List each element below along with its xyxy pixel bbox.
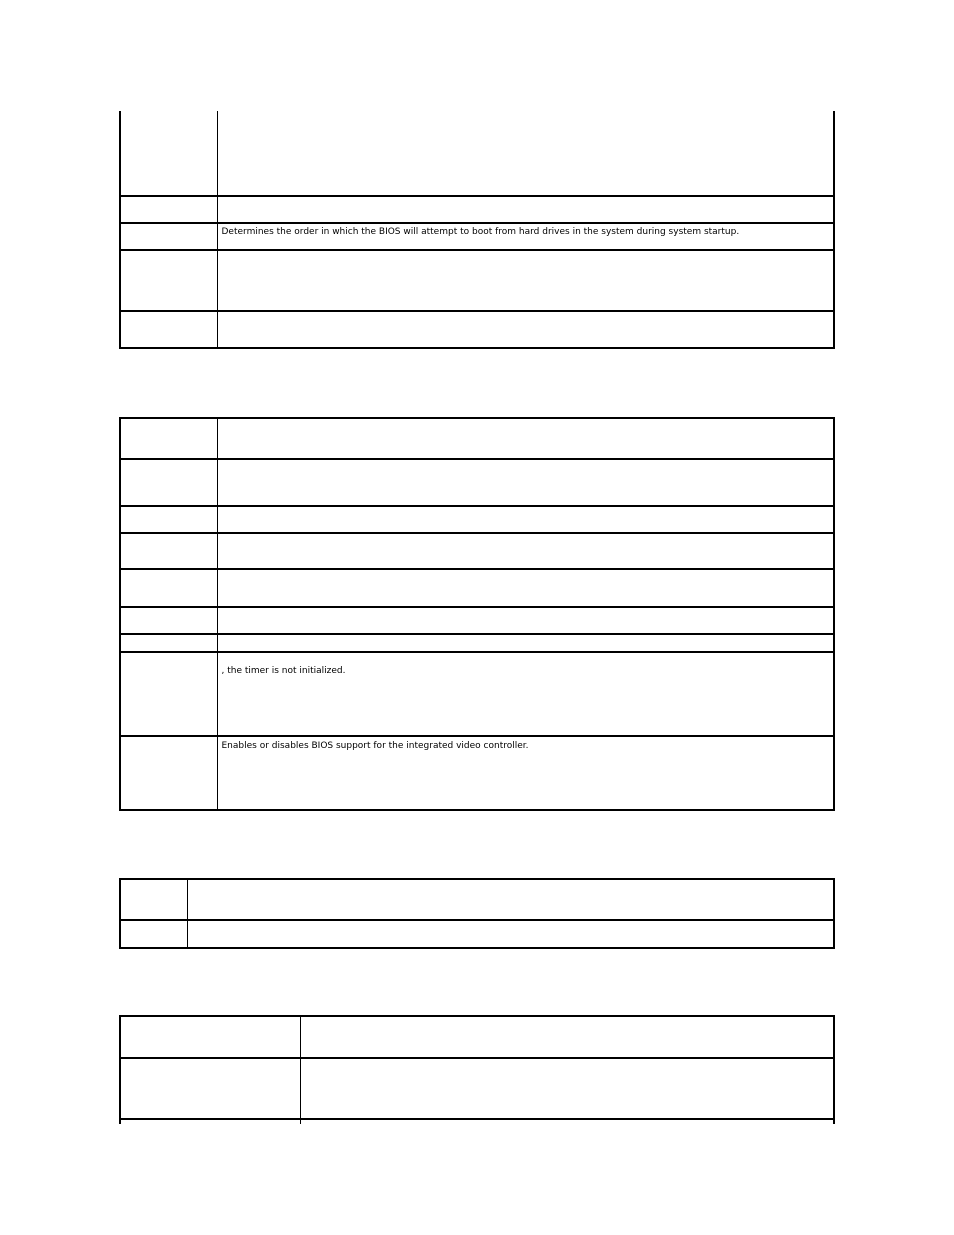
setting-name-cell [120, 459, 217, 506]
setting-description-cell [300, 1016, 834, 1058]
table-row [120, 1016, 834, 1058]
setting-description-cell [217, 418, 834, 459]
table-row [120, 879, 834, 920]
table-row [120, 418, 834, 459]
setting-name-cell [120, 607, 217, 634]
setting-description-cell [187, 920, 834, 948]
setting-description-cell: Determines the order in which the BIOS will attempt to boot from hard drives in the system during system startup. [217, 223, 834, 250]
setting-description-cell [217, 607, 834, 634]
table-row [120, 607, 834, 634]
table-row [120, 533, 834, 569]
table-row [120, 569, 834, 607]
table-row [120, 459, 834, 506]
setting-name-cell [120, 506, 217, 533]
setting-name-cell [120, 1119, 300, 1124]
table-row [120, 1119, 834, 1124]
setting-name-cell [120, 250, 217, 311]
setting-description-cell [187, 879, 834, 920]
setting-name-cell [120, 879, 187, 920]
settings-table-short [119, 878, 835, 949]
setting-description-cell [217, 533, 834, 569]
setting-description-cell [300, 1058, 834, 1119]
setting-description-cell: Enables or disables BIOS support for the integrated video controller. [217, 736, 834, 810]
setting-name-cell [120, 652, 217, 736]
setting-description-cell [217, 311, 834, 348]
setting-description-cell [217, 111, 834, 196]
table-row [120, 634, 834, 652]
integrated-devices-table [119, 417, 835, 811]
table-row [120, 920, 834, 948]
setting-name-cell [120, 634, 217, 652]
table-row [120, 311, 834, 348]
table-row [120, 111, 834, 196]
table-row [120, 506, 834, 533]
setting-name-cell [120, 196, 217, 223]
table-row [120, 250, 834, 311]
setting-description-cell [300, 1119, 834, 1124]
table-row [120, 1058, 834, 1119]
setting-name-cell [120, 223, 217, 250]
setting-name-cell [120, 920, 187, 948]
setting-name-cell [120, 1058, 300, 1119]
setting-name-cell [120, 569, 217, 607]
setting-name-cell [120, 418, 217, 459]
setting-description-cell: , the timer is not initialized. [217, 652, 834, 736]
settings-table-continued [119, 1015, 835, 1124]
setting-name-cell [120, 1016, 300, 1058]
setting-description-cell [217, 459, 834, 506]
setting-name-cell [120, 111, 217, 196]
setting-name-cell [120, 533, 217, 569]
table-row [120, 736, 834, 810]
setting-name-cell [120, 311, 217, 348]
setting-description-cell [217, 506, 834, 533]
table-row [120, 223, 834, 250]
table-row [120, 652, 834, 736]
setting-description-cell [217, 196, 834, 223]
setting-name-cell [120, 736, 217, 810]
setting-description-cell [217, 569, 834, 607]
boot-settings-table [119, 111, 835, 349]
setting-description-cell [217, 634, 834, 652]
setting-description-cell [217, 250, 834, 311]
table-row [120, 196, 834, 223]
